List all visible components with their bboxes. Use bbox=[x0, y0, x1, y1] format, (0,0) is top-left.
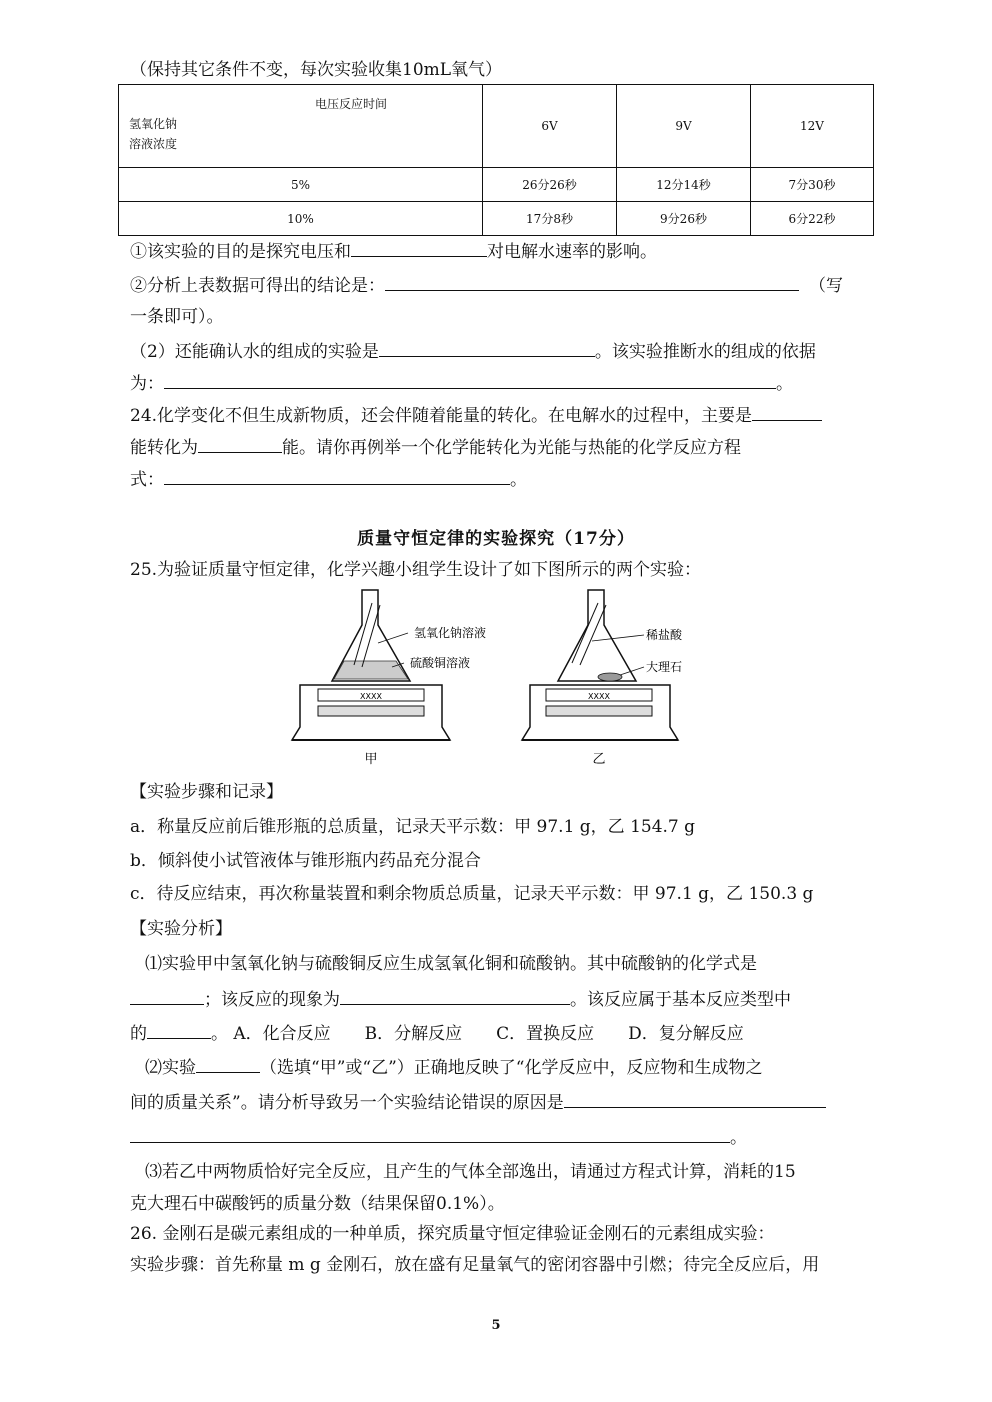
page-number: 5 bbox=[491, 1318, 501, 1333]
flask-yi bbox=[558, 590, 644, 681]
q23-p3-pre: （2）还能确认水的组成的实验是 bbox=[130, 342, 379, 362]
header-side-2: 溶液浓度 bbox=[129, 137, 178, 151]
answer-blank[interactable] bbox=[130, 986, 204, 1005]
table-header-cell bbox=[119, 85, 483, 168]
table-row bbox=[119, 202, 874, 236]
label-hcl: 稀盐酸 bbox=[646, 628, 683, 642]
q23-part2-cont: 一条即可）。 bbox=[130, 307, 224, 327]
analysis-4a: ⑵实验 bbox=[145, 1058, 196, 1078]
analysis-8: 克大理石中碳酸钙的质量分数（结果保留0.1%）。 bbox=[130, 1194, 505, 1214]
time-cell: 9分26秒 bbox=[617, 202, 751, 236]
concentration-cell: 10% bbox=[119, 202, 483, 236]
q24-line3 bbox=[130, 466, 527, 492]
answer-blank[interactable] bbox=[385, 272, 799, 291]
flask-jia bbox=[332, 590, 410, 681]
analysis-2 bbox=[130, 986, 791, 1012]
time-cell: 12分14秒 bbox=[617, 168, 751, 202]
answer-blank[interactable] bbox=[164, 370, 776, 389]
caption-yi: 乙 bbox=[592, 752, 606, 767]
analysis-2b: 。该反应属于基本反应类型中 bbox=[570, 990, 791, 1010]
answer-blank[interactable] bbox=[379, 338, 595, 357]
q23-p4-post: 。 bbox=[776, 374, 793, 394]
q24-text: 24.化学变化不但生成新物质，还会伴随着能量的转化。在电解水的过程中，主要是 bbox=[130, 406, 753, 426]
analysis-6-text: 。 bbox=[730, 1128, 747, 1148]
analysis-5 bbox=[130, 1089, 826, 1115]
section-title: 质量守恒定律的实验探究（17分） bbox=[357, 529, 635, 549]
voltage-header: 6V bbox=[483, 85, 617, 168]
answer-blank[interactable] bbox=[752, 402, 822, 421]
analysis-3a: 的 bbox=[130, 1024, 147, 1044]
q24-line2 bbox=[130, 434, 741, 460]
answer-blank[interactable] bbox=[198, 434, 282, 453]
analysis-4 bbox=[145, 1054, 762, 1080]
voltage-header: 12V bbox=[751, 85, 874, 168]
balance-jia bbox=[292, 685, 450, 740]
analysis-1: ⑴实验甲中氢氧化钠与硫酸铜反应生成氢氧化铜和硫酸钠。其中硫酸钠的化学式是 bbox=[145, 954, 757, 974]
answer-blank[interactable] bbox=[351, 238, 487, 257]
concentration-cell: 5% bbox=[119, 168, 483, 202]
table-row bbox=[119, 168, 874, 202]
analysis-header: 【实验分析】 bbox=[130, 919, 232, 939]
answer-blank[interactable] bbox=[340, 986, 570, 1005]
q24-l2b: 能。请你再例举一个化学能转化为光能与热能的化学反应方程 bbox=[282, 438, 741, 458]
q23-p2-post: （写 bbox=[809, 276, 843, 296]
header-top: 电压反应时间 bbox=[315, 97, 388, 111]
label-marble: 大理石 bbox=[646, 660, 683, 674]
label-naoh: 氢氧化钠溶液 bbox=[414, 626, 487, 640]
experiment-figure bbox=[280, 585, 720, 770]
header-side-1: 氢氧化钠 bbox=[129, 117, 178, 131]
analysis-5-text: 间的质量关系”。请分析导致另一个实验结论错误的原因是 bbox=[130, 1093, 564, 1113]
q23-p3-post: 。该实验推断水的组成的依据 bbox=[594, 342, 816, 362]
q23-p4-pre: 为： bbox=[130, 374, 164, 394]
time-cell: 17分8秒 bbox=[483, 202, 617, 236]
data-table bbox=[118, 84, 874, 236]
intro-note: （保持其它条件不变，每次实验收集10mL氧气） bbox=[130, 60, 503, 80]
q26-line2: 实验步骤：首先称量 m g 金刚石，放在盛有足量氧气的密闭容器中引燃；待完全反应后，用 bbox=[130, 1255, 820, 1275]
q26-line1: 26. 金刚石是碳元素组成的一种单质，探究质量守恒定律验证金刚石的元素组成实验： bbox=[130, 1224, 775, 1244]
q23-p2-pre: ②分析上表数据可得出的结论是： bbox=[130, 276, 385, 296]
q23-part3 bbox=[130, 338, 816, 364]
time-cell: 26分26秒 bbox=[483, 168, 617, 202]
analysis-4b: （选填“甲”或“乙”）正确地反映了“化学反应中，反应物和生成物之 bbox=[260, 1058, 763, 1078]
step-a: a．称量反应前后锥形瓶的总质量，记录天平示数：甲 97.1 g，乙 154.7 g bbox=[130, 817, 696, 837]
time-cell: 7分30秒 bbox=[751, 168, 874, 202]
voltage-header: 9V bbox=[617, 85, 751, 168]
balance-display: XXXX bbox=[360, 692, 382, 701]
step-b: b．倾斜使小试管液体与锥形瓶内药品充分混合 bbox=[130, 851, 481, 871]
q23-p1-pre: ①该实验的目的是探究电压和 bbox=[130, 242, 351, 262]
q24-line1 bbox=[130, 402, 822, 428]
q24-l3a: 式： bbox=[130, 470, 164, 490]
analysis-6 bbox=[130, 1124, 747, 1150]
q23-part2 bbox=[130, 272, 843, 298]
q24-l3b: 。 bbox=[510, 470, 527, 490]
q23-part1 bbox=[130, 238, 657, 264]
q25-intro: 25.为验证质量守恒定律，化学兴趣小组学生设计了如下图所示的两个实验： bbox=[130, 560, 702, 580]
step-c: c．待反应结束，再次称量装置和剩余物质总质量，记录天平示数：甲 97.1 g，乙 150.3 g bbox=[130, 884, 814, 904]
label-cuso4: 硫酸铜溶液 bbox=[410, 656, 471, 670]
balance-yi bbox=[522, 685, 678, 740]
analysis-7: ⑶若乙中两物质恰好完全反应，且产生的气体全部逸出，请通过方程式计算，消耗的15 bbox=[145, 1162, 796, 1182]
analysis-2a: ；该反应的现象为 bbox=[204, 990, 340, 1010]
answer-blank[interactable] bbox=[147, 1020, 211, 1039]
answer-blank[interactable] bbox=[196, 1054, 260, 1073]
q24-l2a: 能转化为 bbox=[130, 438, 198, 458]
balance-display: XXXX bbox=[588, 692, 610, 701]
q23-part4 bbox=[130, 370, 793, 396]
analysis-3 bbox=[130, 1020, 744, 1046]
time-cell: 6分22秒 bbox=[751, 202, 874, 236]
answer-blank[interactable] bbox=[130, 1124, 730, 1143]
answer-blank[interactable] bbox=[164, 466, 510, 485]
caption-jia: 甲 bbox=[364, 752, 378, 767]
answer-blank[interactable] bbox=[564, 1089, 826, 1108]
q23-p1-post: 对电解水速率的影响。 bbox=[487, 242, 657, 262]
analysis-3b: 。 A．化合反应 B．分解反应 C．置换反应 D．复分解反应 bbox=[211, 1024, 744, 1044]
steps-header: 【实验步骤和记录】 bbox=[130, 782, 283, 802]
